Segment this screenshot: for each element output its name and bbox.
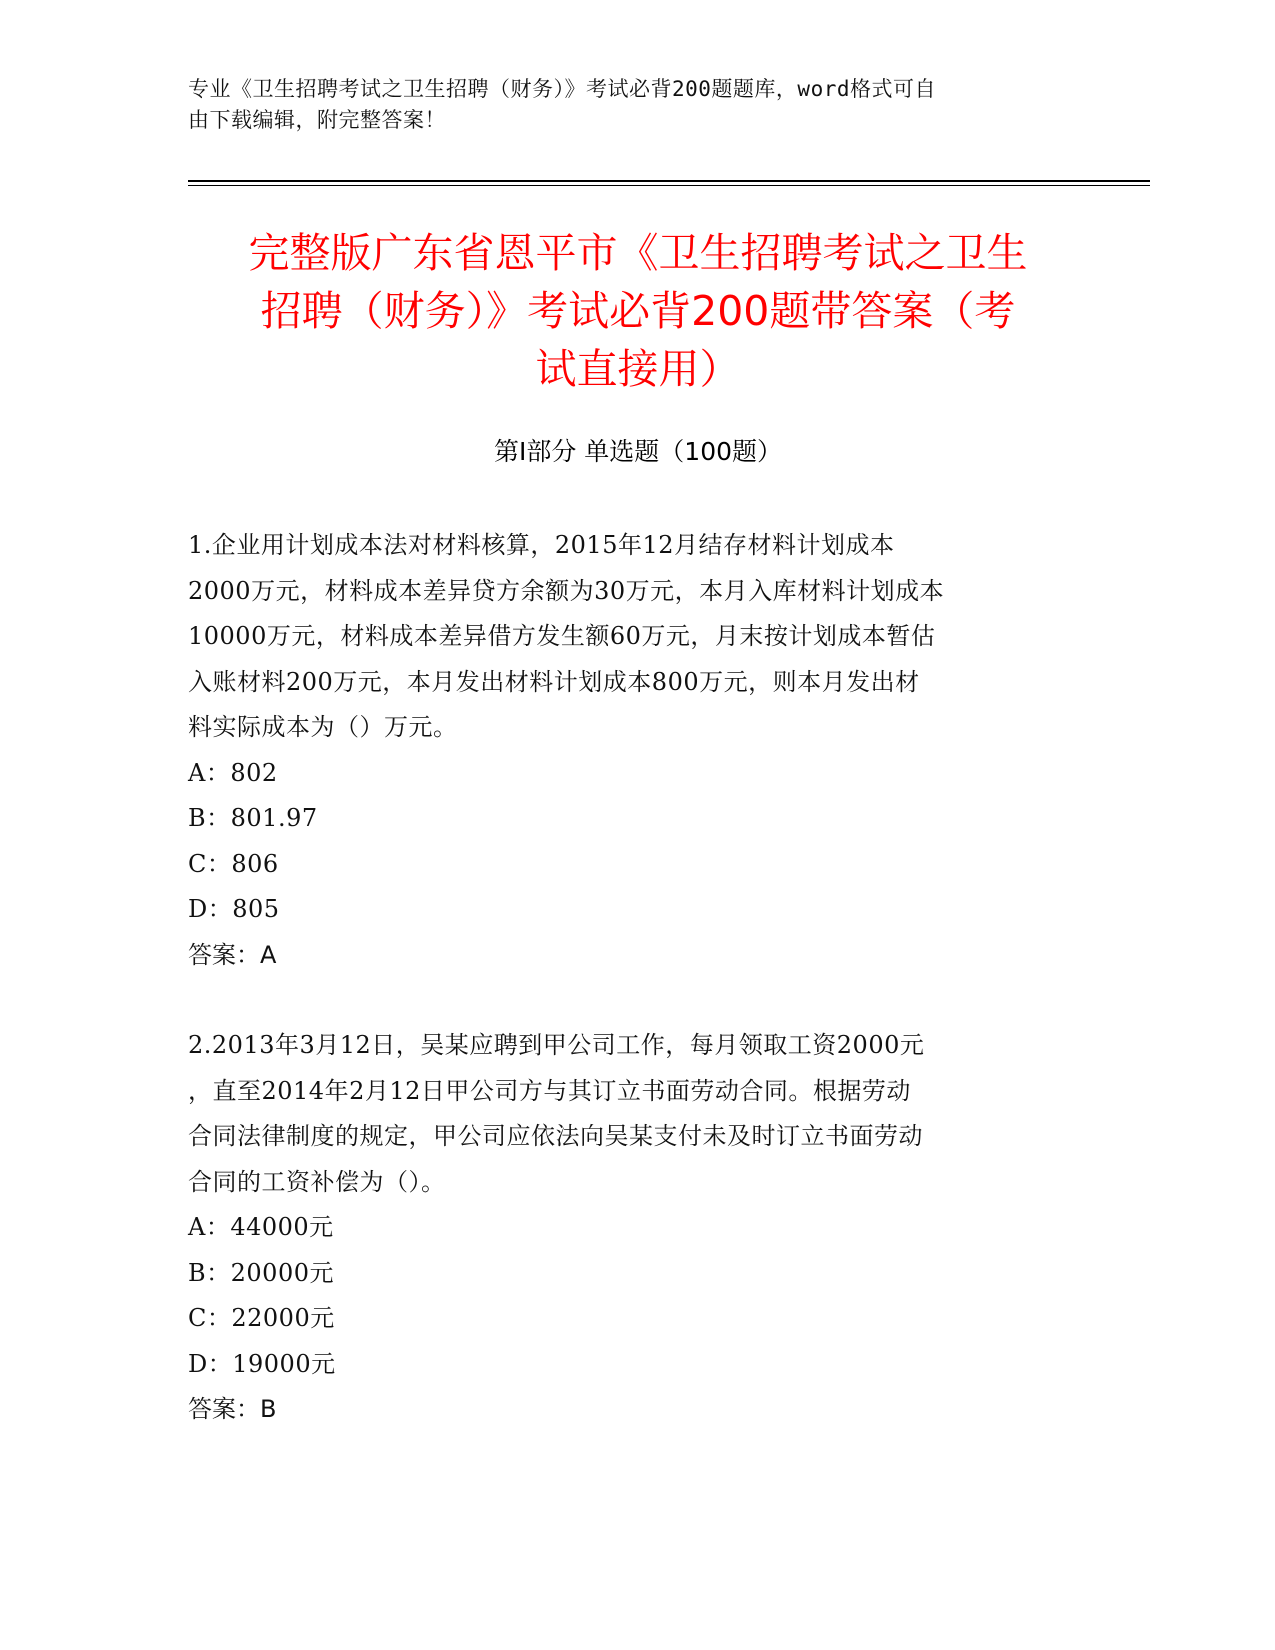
answer-line: 答案：A [188, 940, 277, 969]
question-stem [188, 523, 1088, 751]
question-stem [188, 1023, 1088, 1205]
header-note [188, 74, 1088, 136]
question-stem-line: 2.2013年3月12日，吴某应聘到甲公司工作，每月领取工资2000元 [188, 1031, 925, 1059]
question-stem-line: 合同法律制度的规定，甲公司应依法向吴某支付未及时订立书面劳动 [188, 1122, 923, 1150]
document-title-line: 试直接用） [535, 345, 741, 393]
option-a: A：44000元 [188, 1213, 334, 1241]
header-divider-thick [188, 180, 1150, 182]
question-stem-line: 入账材料200万元，本月发出材料计划成本800万元，则本月发出材 [188, 667, 920, 696]
header-note-line: 专业《卫生招聘考试之卫生招聘（财务）》考试必背200题题库，word格式可自 [188, 77, 936, 101]
section-heading: 第I部分 单选题（100题） [493, 437, 783, 466]
header-divider-thin [188, 185, 1150, 186]
question-stem-line: 1.企业用计划成本法对材料核算，2015年12月结存材料计划成本 [188, 531, 895, 559]
option-b: B：20000元 [188, 1258, 334, 1287]
option-d: D：805 [188, 895, 280, 923]
option-d: D：19000元 [188, 1349, 336, 1378]
answer-line: 答案：B [188, 1395, 277, 1423]
question-block [188, 1023, 1088, 1433]
question-block [188, 523, 1088, 978]
question-stem-line: ，直至2014年2月12日甲公司方与其订立书面劳动合同。根据劳动 [188, 1076, 911, 1105]
question-stem-line: 10000万元，材料成本差异借方发生额60万元，月末按计划成本暂估 [188, 622, 936, 650]
option-b: B：801.97 [188, 804, 318, 832]
header-note-line: 由下载编辑，附完整答案！ [188, 108, 446, 132]
document-title-line: 招聘（财务）》考试必背200题带答案（考 [260, 287, 1016, 335]
option-c: C：806 [188, 849, 279, 878]
document-title-line: 完整版广东省恩平市《卫生招聘考试之卫生 [248, 229, 1028, 277]
option-c: C：22000元 [188, 1304, 335, 1332]
question-stem-line: 合同的工资补偿为（）。 [188, 1167, 446, 1196]
document-title [188, 224, 1088, 398]
question-stem-line: 2000万元，材料成本差异贷方余额为30万元，本月入库材料计划成本 [188, 576, 945, 605]
option-a: A：802 [188, 758, 278, 787]
question-stem-line: 料实际成本为（）万元。 [188, 713, 458, 741]
